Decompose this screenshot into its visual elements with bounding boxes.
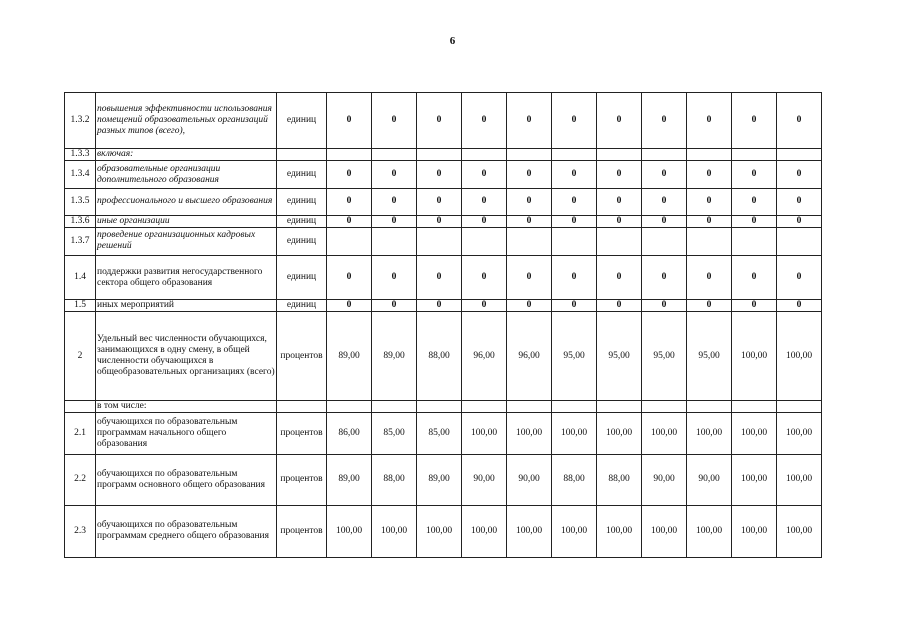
value-cell: 100,00 [732, 312, 777, 401]
row-number-cell: 2 [65, 312, 96, 401]
value-cell: 0 [552, 93, 597, 149]
value-cell: 0 [777, 93, 822, 149]
value-cell: 0 [417, 188, 462, 215]
indicators-table [64, 92, 822, 558]
table-row [65, 505, 822, 557]
table-row [65, 312, 822, 401]
value-cell: 0 [327, 188, 372, 215]
row-number-cell: 2.3 [65, 505, 96, 557]
value-cell [597, 227, 642, 255]
table-row [65, 400, 822, 412]
table-row [65, 149, 822, 161]
value-cell: 90,00 [507, 455, 552, 505]
indicator-name-cell: проведение организационных кадровых решений [96, 227, 277, 255]
value-cell [507, 400, 552, 412]
table-row [65, 188, 822, 215]
value-cell [417, 227, 462, 255]
unit-cell: процентов [277, 505, 327, 557]
value-cell: 0 [642, 188, 687, 215]
value-cell [642, 227, 687, 255]
value-cell: 0 [687, 93, 732, 149]
value-cell: 96,00 [507, 312, 552, 401]
value-cell: 95,00 [552, 312, 597, 401]
value-cell: 89,00 [372, 312, 417, 401]
indicator-name-cell: профессионального и высшего образования [96, 188, 277, 215]
value-cell: 0 [507, 93, 552, 149]
value-cell: 0 [732, 300, 777, 312]
row-number-cell: 1.3.2 [65, 93, 96, 149]
value-cell [372, 227, 417, 255]
unit-cell: единиц [277, 300, 327, 312]
value-cell: 100,00 [597, 505, 642, 557]
indicator-name-cell: поддержки развития негосударственного сектора общего образования [96, 256, 277, 300]
value-cell: 0 [462, 161, 507, 188]
value-cell: 0 [642, 161, 687, 188]
value-cell: 0 [597, 215, 642, 227]
value-cell [777, 149, 822, 161]
unit-cell: процентов [277, 312, 327, 401]
value-cell: 0 [687, 215, 732, 227]
value-cell: 90,00 [642, 455, 687, 505]
value-cell: 88,00 [597, 455, 642, 505]
value-cell: 0 [732, 93, 777, 149]
indicator-name-cell: обучающихся по образовательным программам среднего общего образования [96, 505, 277, 557]
value-cell [507, 149, 552, 161]
value-cell: 0 [642, 256, 687, 300]
unit-cell: единиц [277, 188, 327, 215]
value-cell [462, 400, 507, 412]
indicator-name-cell: Удельный вес численности обучающихся, занимающихся в одну смену, в общей численности обучающихся в общеобразовательных организациях (всего) [96, 312, 277, 401]
value-cell: 0 [642, 300, 687, 312]
value-cell [552, 149, 597, 161]
value-cell: 0 [327, 161, 372, 188]
row-number-cell [65, 400, 96, 412]
row-number-cell: 1.3.4 [65, 161, 96, 188]
value-cell: 0 [327, 256, 372, 300]
value-cell [417, 149, 462, 161]
value-cell: 0 [732, 188, 777, 215]
indicator-name-cell: образовательные организации дополнительного образования [96, 161, 277, 188]
value-cell: 0 [417, 300, 462, 312]
value-cell: 0 [327, 300, 372, 312]
value-cell: 0 [597, 256, 642, 300]
value-cell: 100,00 [777, 505, 822, 557]
table-body [65, 93, 822, 558]
value-cell: 0 [642, 93, 687, 149]
row-number-cell: 2.1 [65, 412, 96, 454]
value-cell: 0 [507, 161, 552, 188]
value-cell: 86,00 [327, 412, 372, 454]
value-cell: 0 [777, 215, 822, 227]
value-cell [327, 149, 372, 161]
value-cell [777, 227, 822, 255]
value-cell [732, 400, 777, 412]
row-number-cell: 1.4 [65, 256, 96, 300]
value-cell: 88,00 [552, 455, 597, 505]
value-cell: 90,00 [462, 455, 507, 505]
value-cell: 0 [462, 188, 507, 215]
value-cell [597, 149, 642, 161]
value-cell: 89,00 [327, 455, 372, 505]
value-cell: 85,00 [417, 412, 462, 454]
unit-cell [277, 400, 327, 412]
value-cell [327, 400, 372, 412]
value-cell: 0 [462, 93, 507, 149]
indicator-name-cell: обучающихся по образовательным программам начального общего образования [96, 412, 277, 454]
unit-cell: процентов [277, 412, 327, 454]
value-cell: 0 [552, 188, 597, 215]
value-cell [462, 227, 507, 255]
indicator-name-cell: обучающихся по образовательным программ основного общего образования [96, 455, 277, 505]
value-cell: 85,00 [372, 412, 417, 454]
value-cell: 0 [372, 300, 417, 312]
value-cell: 100,00 [642, 505, 687, 557]
value-cell: 100,00 [327, 505, 372, 557]
value-cell: 100,00 [687, 412, 732, 454]
unit-cell: единиц [277, 227, 327, 255]
indicator-name-cell: иных мероприятий [96, 300, 277, 312]
value-cell: 0 [417, 161, 462, 188]
row-number-cell: 1.3.6 [65, 215, 96, 227]
indicator-name-cell: в том числе: [96, 400, 277, 412]
value-cell: 100,00 [552, 412, 597, 454]
value-cell: 0 [327, 215, 372, 227]
value-cell: 100,00 [597, 412, 642, 454]
value-cell: 0 [507, 188, 552, 215]
table-row [65, 161, 822, 188]
value-cell [642, 149, 687, 161]
value-cell: 100,00 [777, 412, 822, 454]
value-cell: 0 [687, 161, 732, 188]
value-cell: 0 [642, 215, 687, 227]
value-cell: 0 [777, 300, 822, 312]
value-cell: 0 [687, 300, 732, 312]
value-cell [687, 149, 732, 161]
value-cell: 0 [732, 161, 777, 188]
indicator-name-cell: иные организации [96, 215, 277, 227]
unit-cell [277, 149, 327, 161]
indicator-name-cell: повышения эффективности использования помещений образовательных организаций разных типов (всего), [96, 93, 277, 149]
value-cell: 0 [777, 161, 822, 188]
value-cell: 0 [462, 300, 507, 312]
value-cell [597, 400, 642, 412]
value-cell: 100,00 [777, 455, 822, 505]
value-cell: 0 [777, 256, 822, 300]
value-cell: 100,00 [507, 505, 552, 557]
page-number: 6 [449, 35, 456, 47]
value-cell [417, 400, 462, 412]
value-cell: 0 [507, 215, 552, 227]
unit-cell: единиц [277, 215, 327, 227]
value-cell: 89,00 [327, 312, 372, 401]
value-cell [732, 149, 777, 161]
table-row [65, 412, 822, 454]
value-cell: 0 [732, 256, 777, 300]
row-number-cell: 1.3.5 [65, 188, 96, 215]
value-cell: 0 [552, 215, 597, 227]
value-cell: 0 [552, 256, 597, 300]
value-cell: 0 [372, 256, 417, 300]
table-row [65, 455, 822, 505]
table-row [65, 256, 822, 300]
table-row [65, 227, 822, 255]
value-cell: 100,00 [417, 505, 462, 557]
value-cell: 100,00 [732, 455, 777, 505]
unit-cell: единиц [277, 256, 327, 300]
value-cell: 100,00 [777, 312, 822, 401]
value-cell: 0 [417, 215, 462, 227]
value-cell [372, 149, 417, 161]
value-cell: 95,00 [642, 312, 687, 401]
value-cell: 88,00 [372, 455, 417, 505]
value-cell [507, 227, 552, 255]
value-cell: 0 [372, 93, 417, 149]
value-cell: 88,00 [417, 312, 462, 401]
value-cell: 0 [597, 161, 642, 188]
value-cell: 95,00 [597, 312, 642, 401]
value-cell [327, 227, 372, 255]
table-row [65, 93, 822, 149]
value-cell [552, 400, 597, 412]
value-cell [642, 400, 687, 412]
unit-cell: процентов [277, 455, 327, 505]
value-cell: 0 [687, 188, 732, 215]
value-cell: 0 [462, 215, 507, 227]
table-row [65, 215, 822, 227]
value-cell: 0 [417, 256, 462, 300]
value-cell: 100,00 [462, 505, 507, 557]
value-cell: 89,00 [417, 455, 462, 505]
value-cell: 0 [372, 215, 417, 227]
value-cell: 100,00 [732, 412, 777, 454]
value-cell: 0 [462, 256, 507, 300]
value-cell: 95,00 [687, 312, 732, 401]
value-cell: 0 [372, 161, 417, 188]
value-cell: 100,00 [372, 505, 417, 557]
value-cell [552, 227, 597, 255]
row-number-cell: 1.3.3 [65, 149, 96, 161]
value-cell: 0 [597, 188, 642, 215]
indicator-name-cell: включая: [96, 149, 277, 161]
value-cell: 100,00 [507, 412, 552, 454]
value-cell: 0 [507, 256, 552, 300]
value-cell: 0 [417, 93, 462, 149]
value-cell: 90,00 [687, 455, 732, 505]
value-cell: 0 [327, 93, 372, 149]
value-cell: 96,00 [462, 312, 507, 401]
value-cell: 100,00 [462, 412, 507, 454]
value-cell [372, 400, 417, 412]
value-cell: 100,00 [687, 505, 732, 557]
row-number-cell: 2.2 [65, 455, 96, 505]
value-cell: 0 [597, 93, 642, 149]
value-cell [462, 149, 507, 161]
table-row [65, 300, 822, 312]
value-cell: 0 [777, 188, 822, 215]
value-cell [687, 227, 732, 255]
value-cell: 100,00 [552, 505, 597, 557]
value-cell [732, 227, 777, 255]
row-number-cell: 1.5 [65, 300, 96, 312]
value-cell: 0 [687, 256, 732, 300]
value-cell: 0 [507, 300, 552, 312]
value-cell: 0 [597, 300, 642, 312]
value-cell: 0 [552, 161, 597, 188]
unit-cell: единиц [277, 161, 327, 188]
unit-cell: единиц [277, 93, 327, 149]
value-cell: 100,00 [642, 412, 687, 454]
value-cell: 0 [552, 300, 597, 312]
value-cell: 100,00 [732, 505, 777, 557]
value-cell [687, 400, 732, 412]
value-cell: 0 [732, 215, 777, 227]
value-cell: 0 [372, 188, 417, 215]
value-cell [777, 400, 822, 412]
row-number-cell: 1.3.7 [65, 227, 96, 255]
